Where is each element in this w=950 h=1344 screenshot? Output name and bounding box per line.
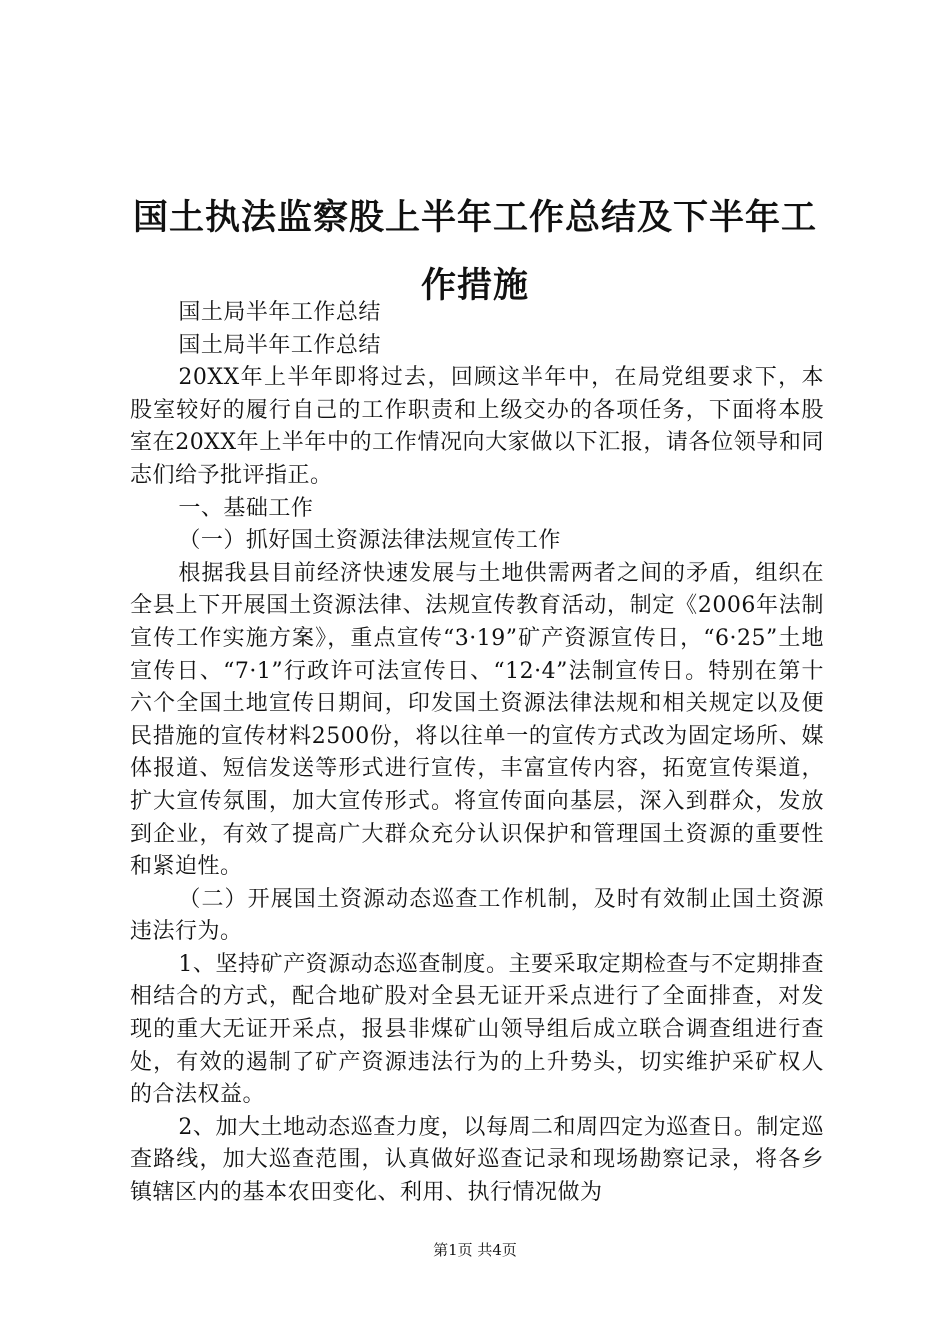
paragraph-subtitle-2: 国土局半年工作总结 — [178, 332, 381, 358]
document-body — [130, 297, 824, 1210]
paragraph-publicity: 根据我县目前经济快速发展与土地供需两者之间的矛盾，组织在全县上下开展国土资源法律、法规宣传教育活动，制定《2006年法制宣传工作实施方案》，重点宣传“3·19”矿产资源宣传日，“6·25”土地宣传日、“7·1”行政许可法宣传日、“12·4”法制宣传日。特别在第十六个全国土地宣传日期间，印发国土资源法律法规和相关规定以及便民措施的宣传材料2500份，将以往单一的宣传方式改为固定场所、媒体报道、短信发送等形式进行宣传，丰富宣传内容，拓宽宣传渠道，扩大宣传氛围，加大宣传形式。将宣传面向基层，深入到群众，发放到企业，有效了提高广大群众充分认识保护和管理国土资源的重要性和紧迫性。 — [130, 560, 824, 880]
document-title: 国土执法监察股上半年工作总结及下半年工作措施 — [132, 197, 817, 306]
paragraph-intro: 20XX年上半年即将过去，回顾这半年中，在局党组要求下，本股室较好的履行自己的工作职责和上级交办的各项任务，下面将本股室在20XX年上半年中的工作情况向大家做以下汇报，请各位领导和同志们给予批评指正。 — [130, 365, 824, 488]
paragraph-subtitle-1: 国土局半年工作总结 — [178, 300, 381, 325]
paragraph-mineral-inspection: 1、坚持矿产资源动态巡查制度。主要采取定期检查与不定期排查相结合的方式，配合地矿股对全县无证开采点进行了全面排查，对发现的重大无证开采点，报县非煤矿山领导组后成立联合调查组进行查处，有效的遏制了矿产资源违法行为的上升势头，切实维护采矿权人的合法权益。 — [130, 951, 824, 1108]
subsection-heading-publicity: （一）抓好国土资源法律法规宣传工作 — [178, 528, 561, 554]
subsection-heading-inspection: （二）开展国土资源动态巡查工作机制，及时有效制止国土资源违法行为。 — [130, 886, 824, 945]
page-footer: 第1页 共4页 — [433, 1241, 517, 1259]
section-heading-basic-work: 一、基础工作 — [178, 495, 314, 521]
paragraph-land-inspection: 2、加大土地动态巡查力度，以每周二和周四定为巡查日。制定巡查路线，加大巡查范围，认真做好巡查记录和现场勘察记录，将各乡镇辖区内的基本农田变化、利用、执行情况做为 — [130, 1114, 824, 1206]
